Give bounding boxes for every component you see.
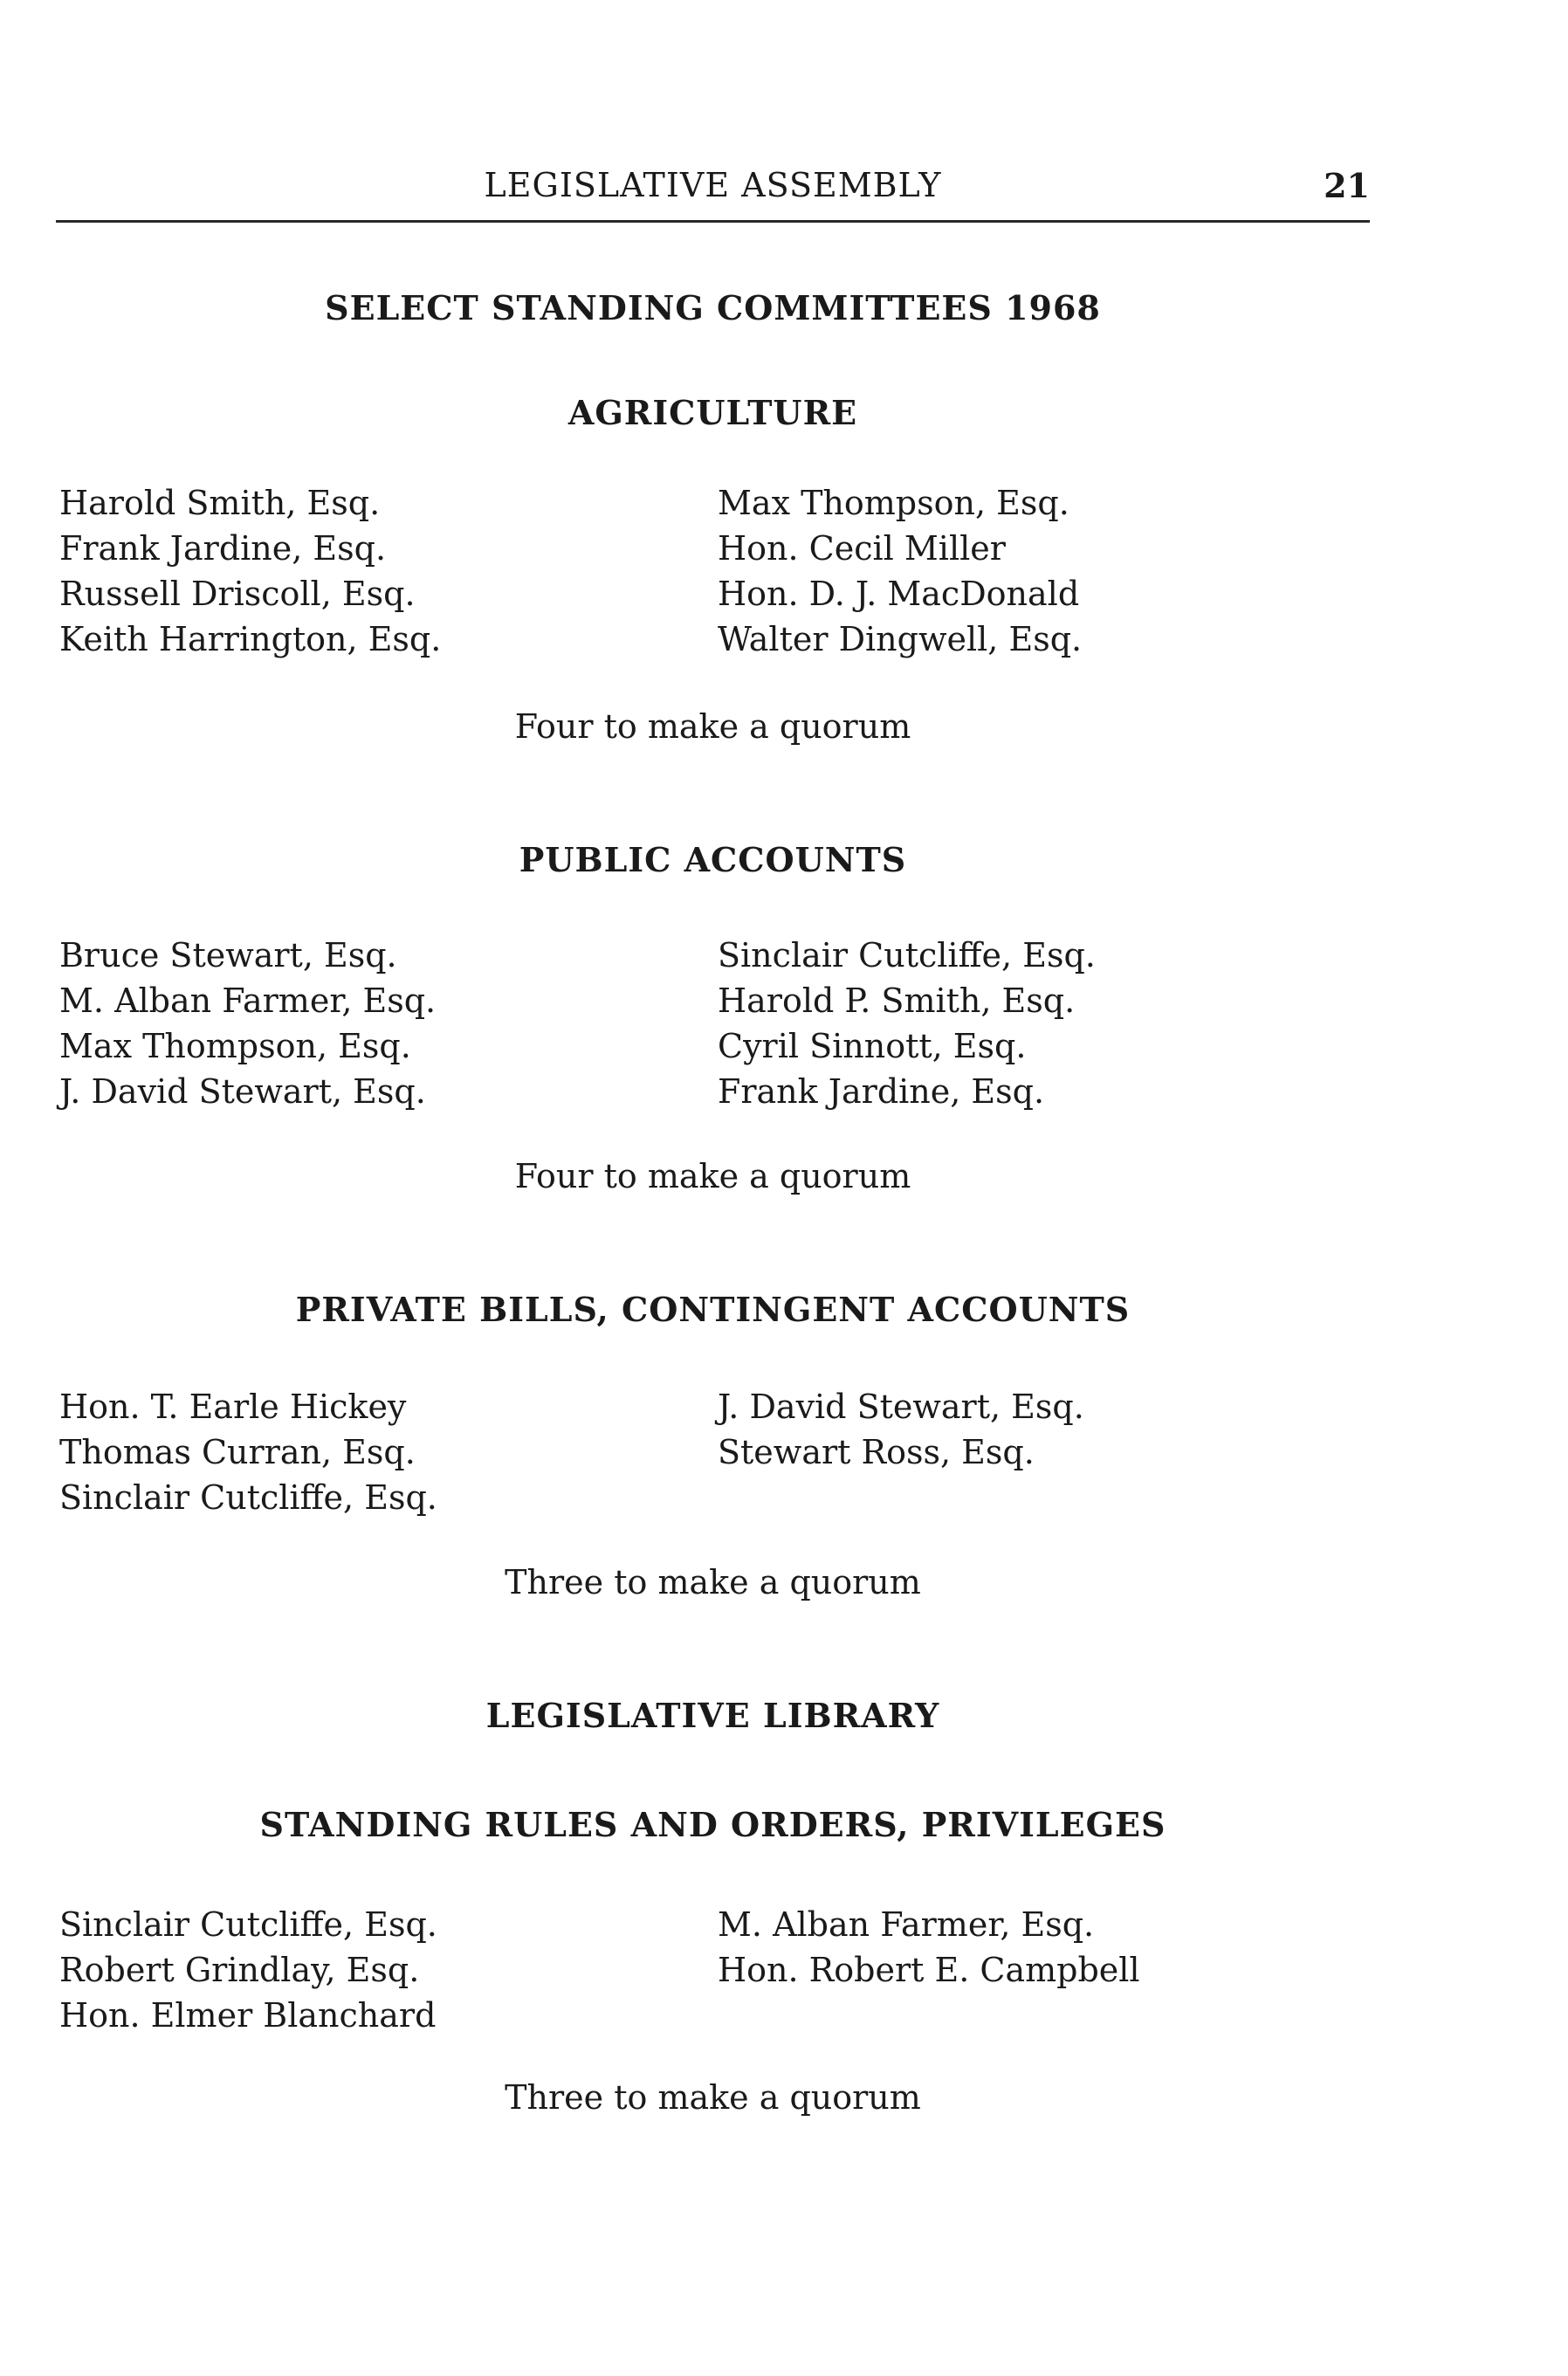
member-name: Bruce Stewart, Esq.: [59, 936, 397, 975]
member-name: Cyril Sinnott, Esq.: [718, 1027, 1027, 1065]
agriculture-members-left: [59, 480, 441, 662]
member-name: J. David Stewart, Esq.: [718, 1388, 1084, 1426]
member-name: Frank Jardine, Esq.: [718, 1072, 1045, 1111]
member-name: J. David Stewart, Esq.: [59, 1072, 426, 1111]
member-name: Hon. Elmer Blanchard: [59, 1996, 437, 2035]
public-accounts-quorum: Four to make a quorum: [514, 1157, 911, 1195]
public-accounts-members-right: [718, 933, 1096, 1114]
private-bills-heading: PRIVATE BILLS, CONTINGENT ACCOUNTS: [295, 1290, 1131, 1329]
member-name: M. Alban Farmer, Esq.: [59, 981, 437, 1020]
member-name: Sinclair Cutcliffe, Esq.: [59, 1478, 437, 1517]
page-number: 21: [1324, 166, 1370, 205]
main-title: SELECT STANDING COMMITTEES 1968: [325, 288, 1101, 327]
member-name: M. Alban Farmer, Esq.: [718, 1905, 1095, 1944]
standing-rules-members-right: [718, 1902, 1140, 1993]
running-title: LEGISLATIVE ASSEMBLY: [484, 166, 942, 204]
member-name: Stewart Ross, Esq.: [718, 1433, 1035, 1471]
standing-rules-heading: STANDING RULES AND ORDERS, PRIVILEGES: [259, 1805, 1166, 1844]
agriculture-heading: AGRICULTURE: [567, 393, 858, 432]
legislative-library-heading: LEGISLATIVE LIBRARY: [485, 1696, 940, 1735]
private-bills-members-right: [718, 1384, 1084, 1475]
header-rule: [56, 220, 1370, 223]
member-name: Hon. Robert E. Campbell: [718, 1951, 1140, 1989]
running-head: [56, 166, 1370, 218]
public-accounts-heading: PUBLIC ACCOUNTS: [519, 840, 907, 879]
member-name: Hon. D. J. MacDonald: [718, 575, 1080, 613]
agriculture-quorum: Four to make a quorum: [514, 707, 911, 746]
member-name: Max Thompson, Esq.: [718, 484, 1069, 522]
member-name: Max Thompson, Esq.: [59, 1027, 411, 1065]
member-name: Sinclair Cutcliffe, Esq.: [59, 1905, 437, 1944]
member-name: Hon. T. Earle Hickey: [59, 1388, 407, 1426]
member-name: Hon. Cecil Miller: [718, 529, 1006, 568]
member-name: Russell Driscoll, Esq.: [59, 575, 416, 613]
member-name: Thomas Curran, Esq.: [59, 1433, 416, 1471]
member-name: Frank Jardine, Esq.: [59, 529, 387, 568]
member-name: Robert Grindlay, Esq.: [59, 1951, 420, 1989]
private-bills-members-left: [59, 1384, 437, 1520]
agriculture-members-right: [718, 480, 1082, 662]
standing-rules-members-left: [59, 1902, 437, 2038]
member-name: Walter Dingwell, Esq.: [718, 620, 1083, 658]
private-bills-quorum: Three to make a quorum: [505, 1563, 921, 1601]
public-accounts-members-left: [59, 933, 436, 1114]
member-name: Harold P. Smith, Esq.: [718, 981, 1076, 1020]
standing-rules-quorum: Three to make a quorum: [505, 2078, 921, 2117]
member-name: Keith Harrington, Esq.: [59, 620, 442, 658]
member-name: Harold Smith, Esq.: [59, 484, 381, 522]
member-name: Sinclair Cutcliffe, Esq.: [718, 936, 1096, 975]
